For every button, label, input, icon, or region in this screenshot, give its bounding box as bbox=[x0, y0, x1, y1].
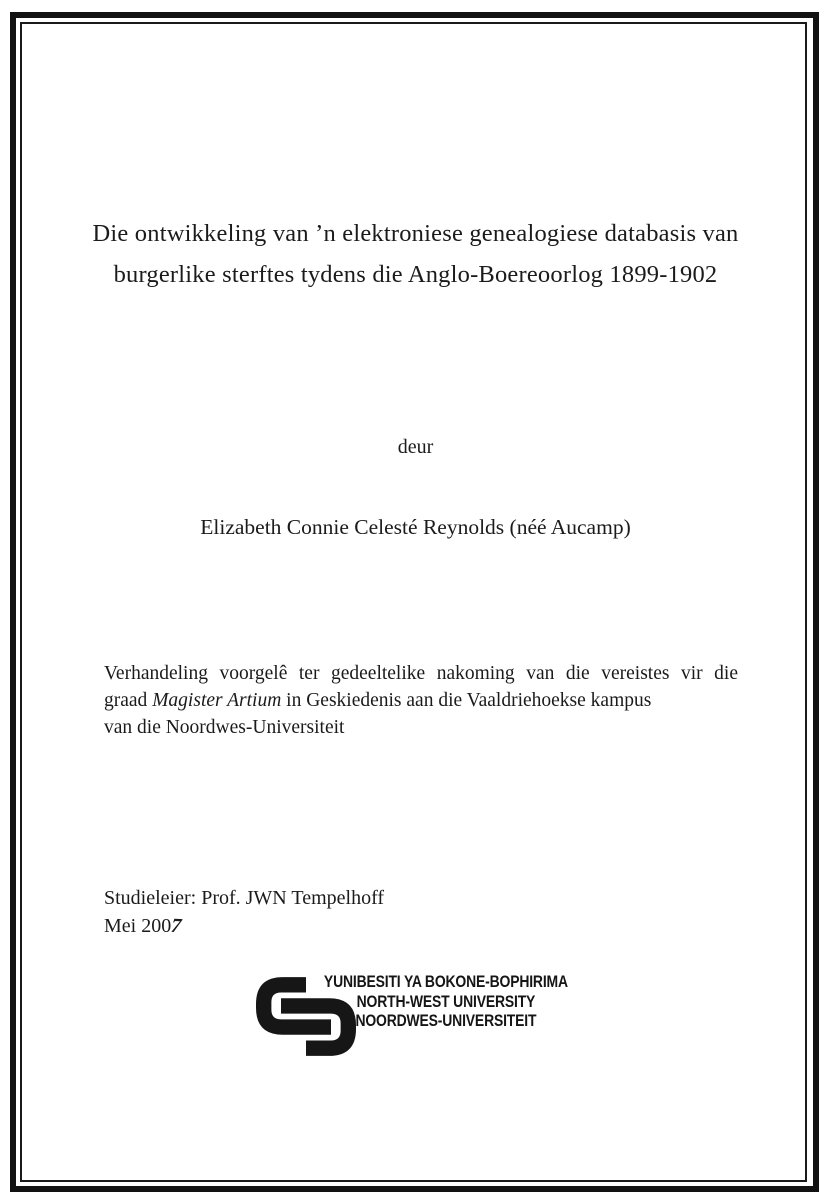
logo-line-english: NORTH-WEST UNIVERSITY bbox=[356, 991, 536, 1011]
title-line-1: Die ontwikkeling van ’n elektroniese genealogiese databasis van bbox=[92, 220, 739, 247]
submission-line-2 bbox=[104, 687, 738, 714]
page-title bbox=[0, 213, 831, 295]
author-name: Elizabeth Connie Celesté Reynolds (néé Aucamp) bbox=[200, 515, 631, 539]
submission-line-2-prefix: graad bbox=[104, 690, 153, 711]
date-prefix: Mei 200 bbox=[104, 915, 172, 937]
university-logo-wordmark bbox=[318, 972, 574, 1031]
supervisor-line: Studieleier: Prof. JWN Tempelhoff bbox=[104, 887, 385, 909]
byline: deur bbox=[397, 436, 434, 458]
date-digit: 7 bbox=[167, 914, 185, 938]
submission-statement bbox=[104, 660, 738, 741]
date-line bbox=[104, 912, 384, 940]
submission-line-2-suffix: in Geskiedenis aan die Vaaldriehoekse kampus bbox=[281, 690, 652, 711]
degree-name: Magister Artium bbox=[152, 690, 282, 711]
submission-line-3: van die Noordwes-Universiteit bbox=[104, 717, 345, 738]
submission-line-1: Verhandeling voorgelê ter gedeeltelike nakoming van die vereistes vir die bbox=[104, 663, 738, 684]
logo-line-setswana: YUNIBESITI YA BOKONE-BOPHIRIMA bbox=[323, 972, 568, 991]
supervisor-block bbox=[104, 884, 384, 940]
logo-line-afrikaans: NOORDWES-UNIVERSITEIT bbox=[355, 1011, 537, 1030]
title-line-2: burgerlike sterftes tydens die Anglo-Boereoorlog 1899-1902 bbox=[113, 261, 718, 288]
